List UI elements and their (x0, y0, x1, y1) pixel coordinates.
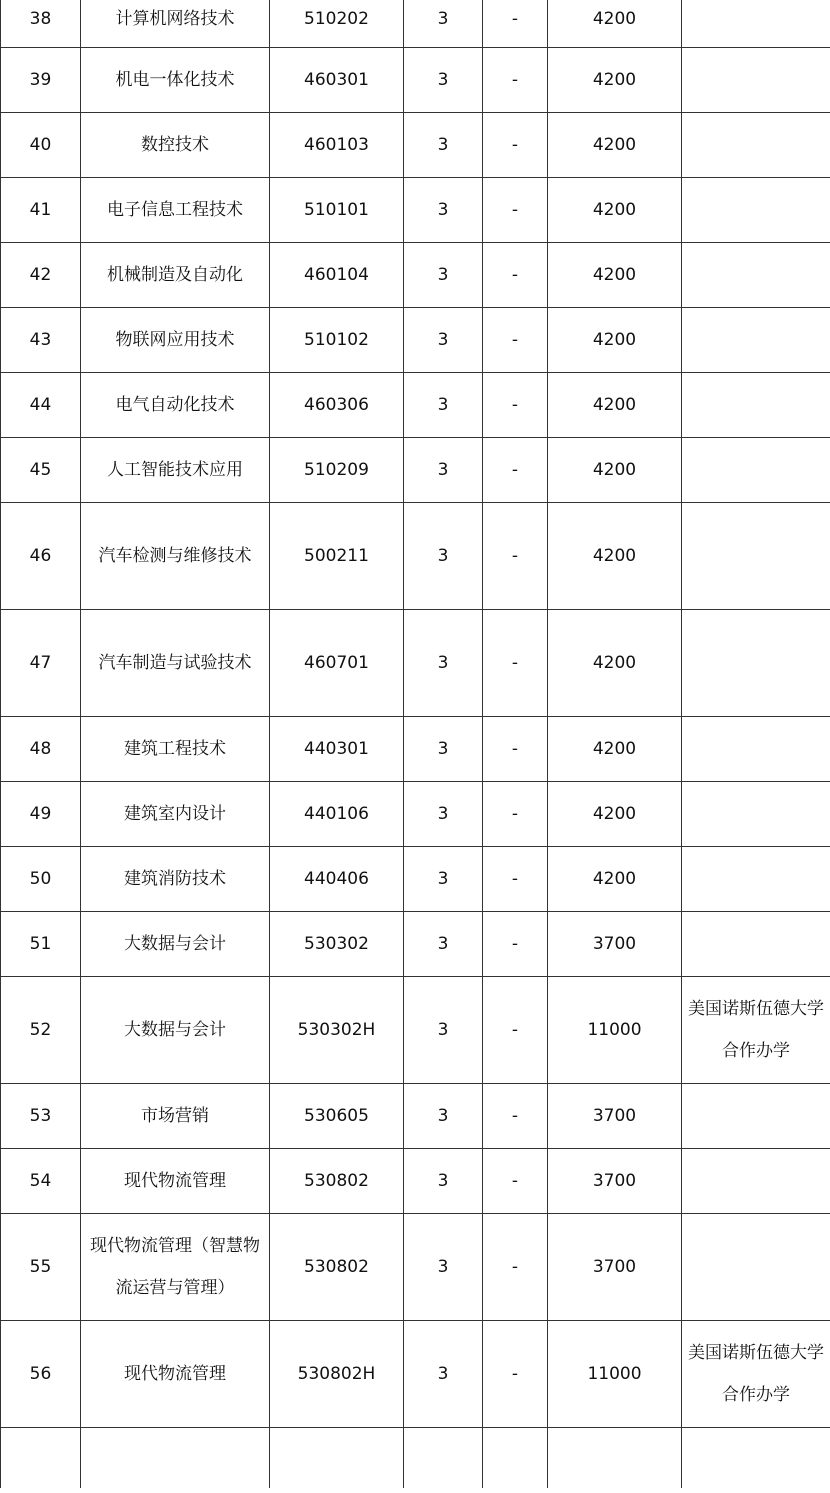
major-code: 530302H (270, 977, 404, 1084)
study-years: 3 (404, 717, 483, 782)
note (682, 178, 830, 243)
tuition-fee: 11000 (548, 977, 682, 1084)
row-number: 40 (1, 113, 81, 178)
study-years: 3 (404, 1084, 483, 1149)
empty-cell (548, 1428, 682, 1488)
tuition-fee: 3700 (548, 1084, 682, 1149)
table-row-continuation (1, 1428, 830, 1488)
note: 美国诺斯伍德大学合作办学 (682, 977, 830, 1084)
major-name: 建筑室内设计 (81, 782, 270, 847)
tuition-fee: 3700 (548, 1149, 682, 1214)
empty-cell (404, 1428, 483, 1488)
extra-value: - (483, 610, 548, 717)
row-number: 47 (1, 610, 81, 717)
table-row (1, 912, 830, 977)
tuition-fee: 4200 (548, 438, 682, 503)
table-row (1, 847, 830, 912)
extra-value: - (483, 0, 548, 48)
major-code: 460301 (270, 48, 404, 113)
tuition-fee: 4200 (548, 373, 682, 438)
major-name: 计算机网络技术 (81, 0, 270, 48)
major-name: 大数据与会计 (81, 912, 270, 977)
table-row (1, 1321, 830, 1428)
note (682, 373, 830, 438)
table-row (1, 0, 830, 48)
major-code: 530802H (270, 1321, 404, 1428)
study-years: 3 (404, 0, 483, 48)
row-number: 51 (1, 912, 81, 977)
major-code: 530802 (270, 1149, 404, 1214)
table-row (1, 243, 830, 308)
table-row (1, 782, 830, 847)
study-years: 3 (404, 1214, 483, 1321)
major-name: 现代物流管理 (81, 1149, 270, 1214)
major-name: 电气自动化技术 (81, 373, 270, 438)
empty-cell (81, 1428, 270, 1488)
row-number: 48 (1, 717, 81, 782)
note (682, 503, 830, 610)
tuition-fee: 4200 (548, 48, 682, 113)
study-years: 3 (404, 243, 483, 308)
major-name: 数控技术 (81, 113, 270, 178)
major-code: 440301 (270, 717, 404, 782)
tuition-fee: 4200 (548, 847, 682, 912)
extra-value: - (483, 717, 548, 782)
tuition-fee: 4200 (548, 308, 682, 373)
table-row (1, 977, 830, 1084)
tuition-fee: 3700 (548, 912, 682, 977)
major-name: 汽车检测与维修技术 (81, 503, 270, 610)
study-years: 3 (404, 438, 483, 503)
row-number: 42 (1, 243, 81, 308)
empty-cell (1, 1428, 81, 1488)
tuition-fee: 4200 (548, 243, 682, 308)
major-code: 440106 (270, 782, 404, 847)
major-code: 530302 (270, 912, 404, 977)
extra-value: - (483, 503, 548, 610)
row-number: 50 (1, 847, 81, 912)
major-name: 现代物流管理（智慧物流运营与管理） (81, 1214, 270, 1321)
note (682, 48, 830, 113)
note (682, 308, 830, 373)
empty-cell (483, 1428, 548, 1488)
major-name: 建筑消防技术 (81, 847, 270, 912)
tuition-fee: 4200 (548, 782, 682, 847)
table-row (1, 1149, 830, 1214)
row-number: 46 (1, 503, 81, 610)
note (682, 717, 830, 782)
major-code: 460701 (270, 610, 404, 717)
empty-cell (682, 1428, 830, 1488)
study-years: 3 (404, 373, 483, 438)
major-code: 460104 (270, 243, 404, 308)
major-code: 510101 (270, 178, 404, 243)
table-row (1, 438, 830, 503)
row-number: 49 (1, 782, 81, 847)
table-row (1, 48, 830, 113)
row-number: 52 (1, 977, 81, 1084)
major-code: 530605 (270, 1084, 404, 1149)
row-number: 53 (1, 1084, 81, 1149)
study-years: 3 (404, 782, 483, 847)
row-number: 56 (1, 1321, 81, 1428)
major-name: 汽车制造与试验技术 (81, 610, 270, 717)
extra-value: - (483, 847, 548, 912)
major-code: 510102 (270, 308, 404, 373)
extra-value: - (483, 782, 548, 847)
extra-value: - (483, 912, 548, 977)
note (682, 1214, 830, 1321)
note (682, 0, 830, 48)
study-years: 3 (404, 113, 483, 178)
extra-value: - (483, 373, 548, 438)
row-number: 41 (1, 178, 81, 243)
major-code: 510209 (270, 438, 404, 503)
tuition-fee: 4200 (548, 178, 682, 243)
study-years: 3 (404, 308, 483, 373)
table-row (1, 113, 830, 178)
tuition-fee: 4200 (548, 717, 682, 782)
major-name: 大数据与会计 (81, 977, 270, 1084)
tuition-fee: 4200 (548, 503, 682, 610)
study-years: 3 (404, 178, 483, 243)
row-number: 43 (1, 308, 81, 373)
tuition-fee: 4200 (548, 0, 682, 48)
note (682, 847, 830, 912)
study-years: 3 (404, 1149, 483, 1214)
extra-value: - (483, 1084, 548, 1149)
row-number: 38 (1, 0, 81, 48)
row-number: 54 (1, 1149, 81, 1214)
major-name: 现代物流管理 (81, 1321, 270, 1428)
study-years: 3 (404, 503, 483, 610)
study-years: 3 (404, 912, 483, 977)
major-name: 市场营销 (81, 1084, 270, 1149)
extra-value: - (483, 438, 548, 503)
note (682, 1149, 830, 1214)
tuition-fee: 4200 (548, 610, 682, 717)
major-name: 机电一体化技术 (81, 48, 270, 113)
extra-value: - (483, 178, 548, 243)
extra-value: - (483, 977, 548, 1084)
study-years: 3 (404, 48, 483, 113)
note: 美国诺斯伍德大学合作办学 (682, 1321, 830, 1428)
note (682, 1084, 830, 1149)
tuition-fee: 4200 (548, 113, 682, 178)
row-number: 44 (1, 373, 81, 438)
tuition-fee: 11000 (548, 1321, 682, 1428)
note (682, 113, 830, 178)
extra-value: - (483, 1214, 548, 1321)
note (682, 438, 830, 503)
major-code: 460306 (270, 373, 404, 438)
major-code: 510202 (270, 0, 404, 48)
major-name: 机械制造及自动化 (81, 243, 270, 308)
table-row (1, 1214, 830, 1321)
major-code: 530802 (270, 1214, 404, 1321)
extra-value: - (483, 1321, 548, 1428)
table-row (1, 1084, 830, 1149)
tuition-fee: 3700 (548, 1214, 682, 1321)
empty-cell (270, 1428, 404, 1488)
study-years: 3 (404, 977, 483, 1084)
row-number: 39 (1, 48, 81, 113)
study-years: 3 (404, 847, 483, 912)
row-number: 45 (1, 438, 81, 503)
major-code: 460103 (270, 113, 404, 178)
table-row (1, 178, 830, 243)
table-row (1, 503, 830, 610)
extra-value: - (483, 113, 548, 178)
note (682, 610, 830, 717)
major-code: 440406 (270, 847, 404, 912)
table-row (1, 717, 830, 782)
major-name: 电子信息工程技术 (81, 178, 270, 243)
extra-value: - (483, 1149, 548, 1214)
major-name: 物联网应用技术 (81, 308, 270, 373)
major-name: 建筑工程技术 (81, 717, 270, 782)
major-name: 人工智能技术应用 (81, 438, 270, 503)
study-years: 3 (404, 1321, 483, 1428)
extra-value: - (483, 243, 548, 308)
note (682, 243, 830, 308)
table-row (1, 373, 830, 438)
study-years: 3 (404, 610, 483, 717)
table-row (1, 308, 830, 373)
table-row (1, 610, 830, 717)
extra-value: - (483, 308, 548, 373)
note (682, 912, 830, 977)
row-number: 55 (1, 1214, 81, 1321)
extra-value: - (483, 48, 548, 113)
note (682, 782, 830, 847)
major-code: 500211 (270, 503, 404, 610)
